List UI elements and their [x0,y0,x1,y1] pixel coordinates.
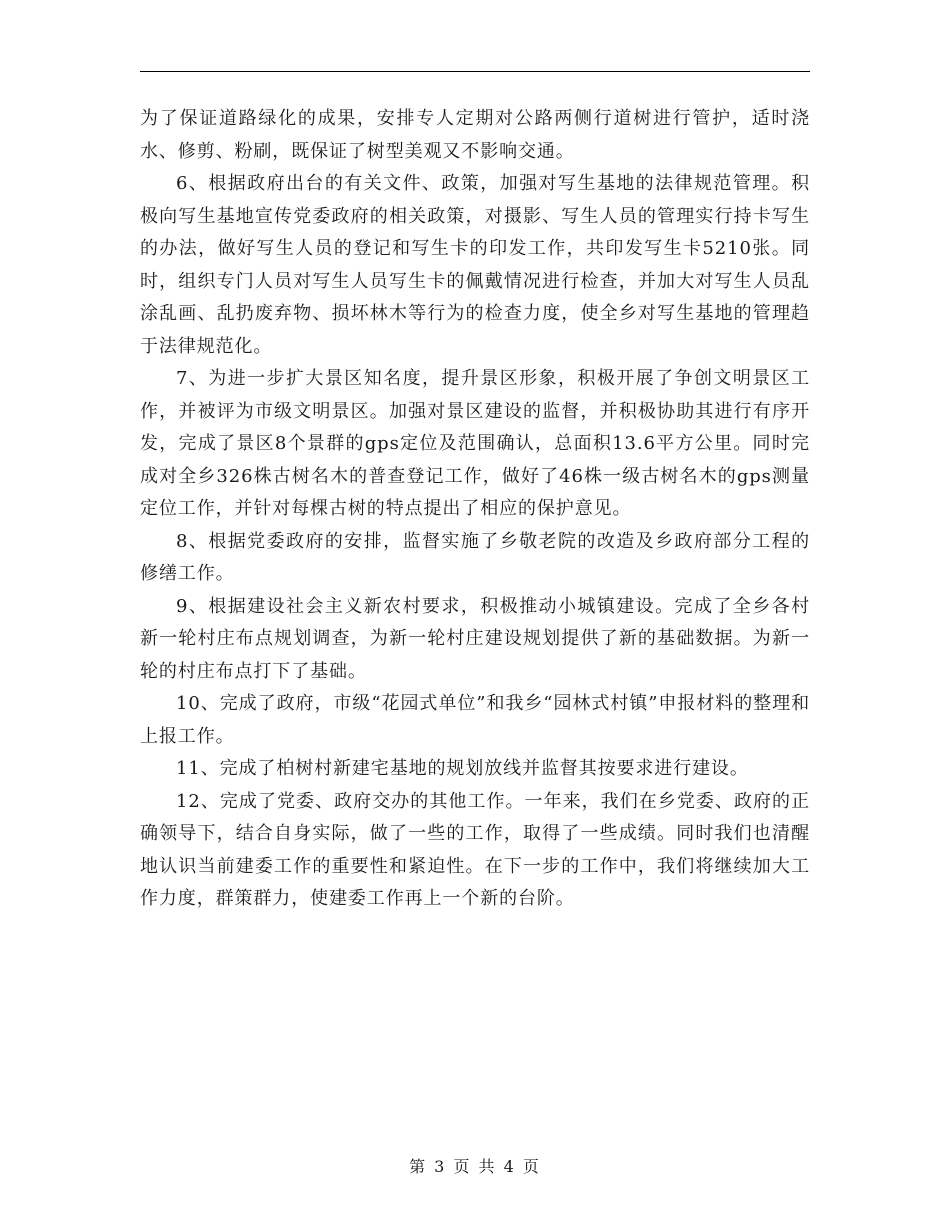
paragraph-continuation: 为了保证道路绿化的成果，安排专人定期对公路两侧行道树进行管护，适时浇水、修剪、粉刷，既保证了树型美观又不影响交通。 [140,108,810,162]
paragraph-item-10: 10、完成了政府，市级“花园式单位”和我乡“园林式村镇”申报材料的整理和上报工作。 [140,693,810,747]
header-rule [140,71,810,72]
paragraph-item-7: 7、为进一步扩大景区知名度，提升景区形象，积极开展了争创文明景区工作，并被评为市级文明景区。加强对景区建设的监督，并积极协助其进行有序开发，完成了景区8个景群的gps定位及范围确认，总面积13.6平方公里。同时完成对全乡326株古树名木的普查登记工作，做好了46株一级古树名木的gps测量定位工作，并针对每棵古树的特点提出了相应的保护意见。 [140,368,810,519]
paragraph-item-8: 8、根据党委政府的安排，监督实施了乡敬老院的改造及乡政府部分工程的修缮工作。 [140,530,810,584]
document-body [140,103,810,916]
paragraph-item-12: 12、完成了党委、政府交办的其他工作。一年来，我们在乡党委、政府的正确领导下，结合自身实际，做了一些的工作，取得了一些成绩。同时我们也清醒地认识当前建委工作的重要性和紧迫性。在下一步的工作中，我们将继续加大工作力度，群策群力，使建委工作再上一个新的台阶。 [140,790,810,909]
paragraph-item-11: 11、完成了柏树村新建宅基地的规划放线并监督其按要求进行建设。 [176,758,749,779]
paragraph-item-6: 6、根据政府出台的有关文件、政策，加强对写生基地的法律规范管理。积极向写生基地宣传党委政府的相关政策，对摄影、写生人员的管理实行持卡写生的办法，做好写生人员的登记和写生卡的印发工作，共印发写生卡5210张。同时，组织专门人员对写生人员写生卡的佩戴情况进行检查，并加大对写生人员乱涂乱画、乱扔废弃物、损坏林木等行为的检查力度，使全乡对写生基地的管理趋于法律规范化。 [140,173,810,357]
page-number-footer: 第 3 页 共 4 页 [409,1157,541,1176]
paragraph-item-9: 9、根据建设社会主义新农村要求，积极推动小城镇建设。完成了全乡各村新一轮村庄布点规划调查，为新一轮村庄建设规划提供了新的基础数据。为新一轮的村庄布点打下了基础。 [140,595,810,682]
